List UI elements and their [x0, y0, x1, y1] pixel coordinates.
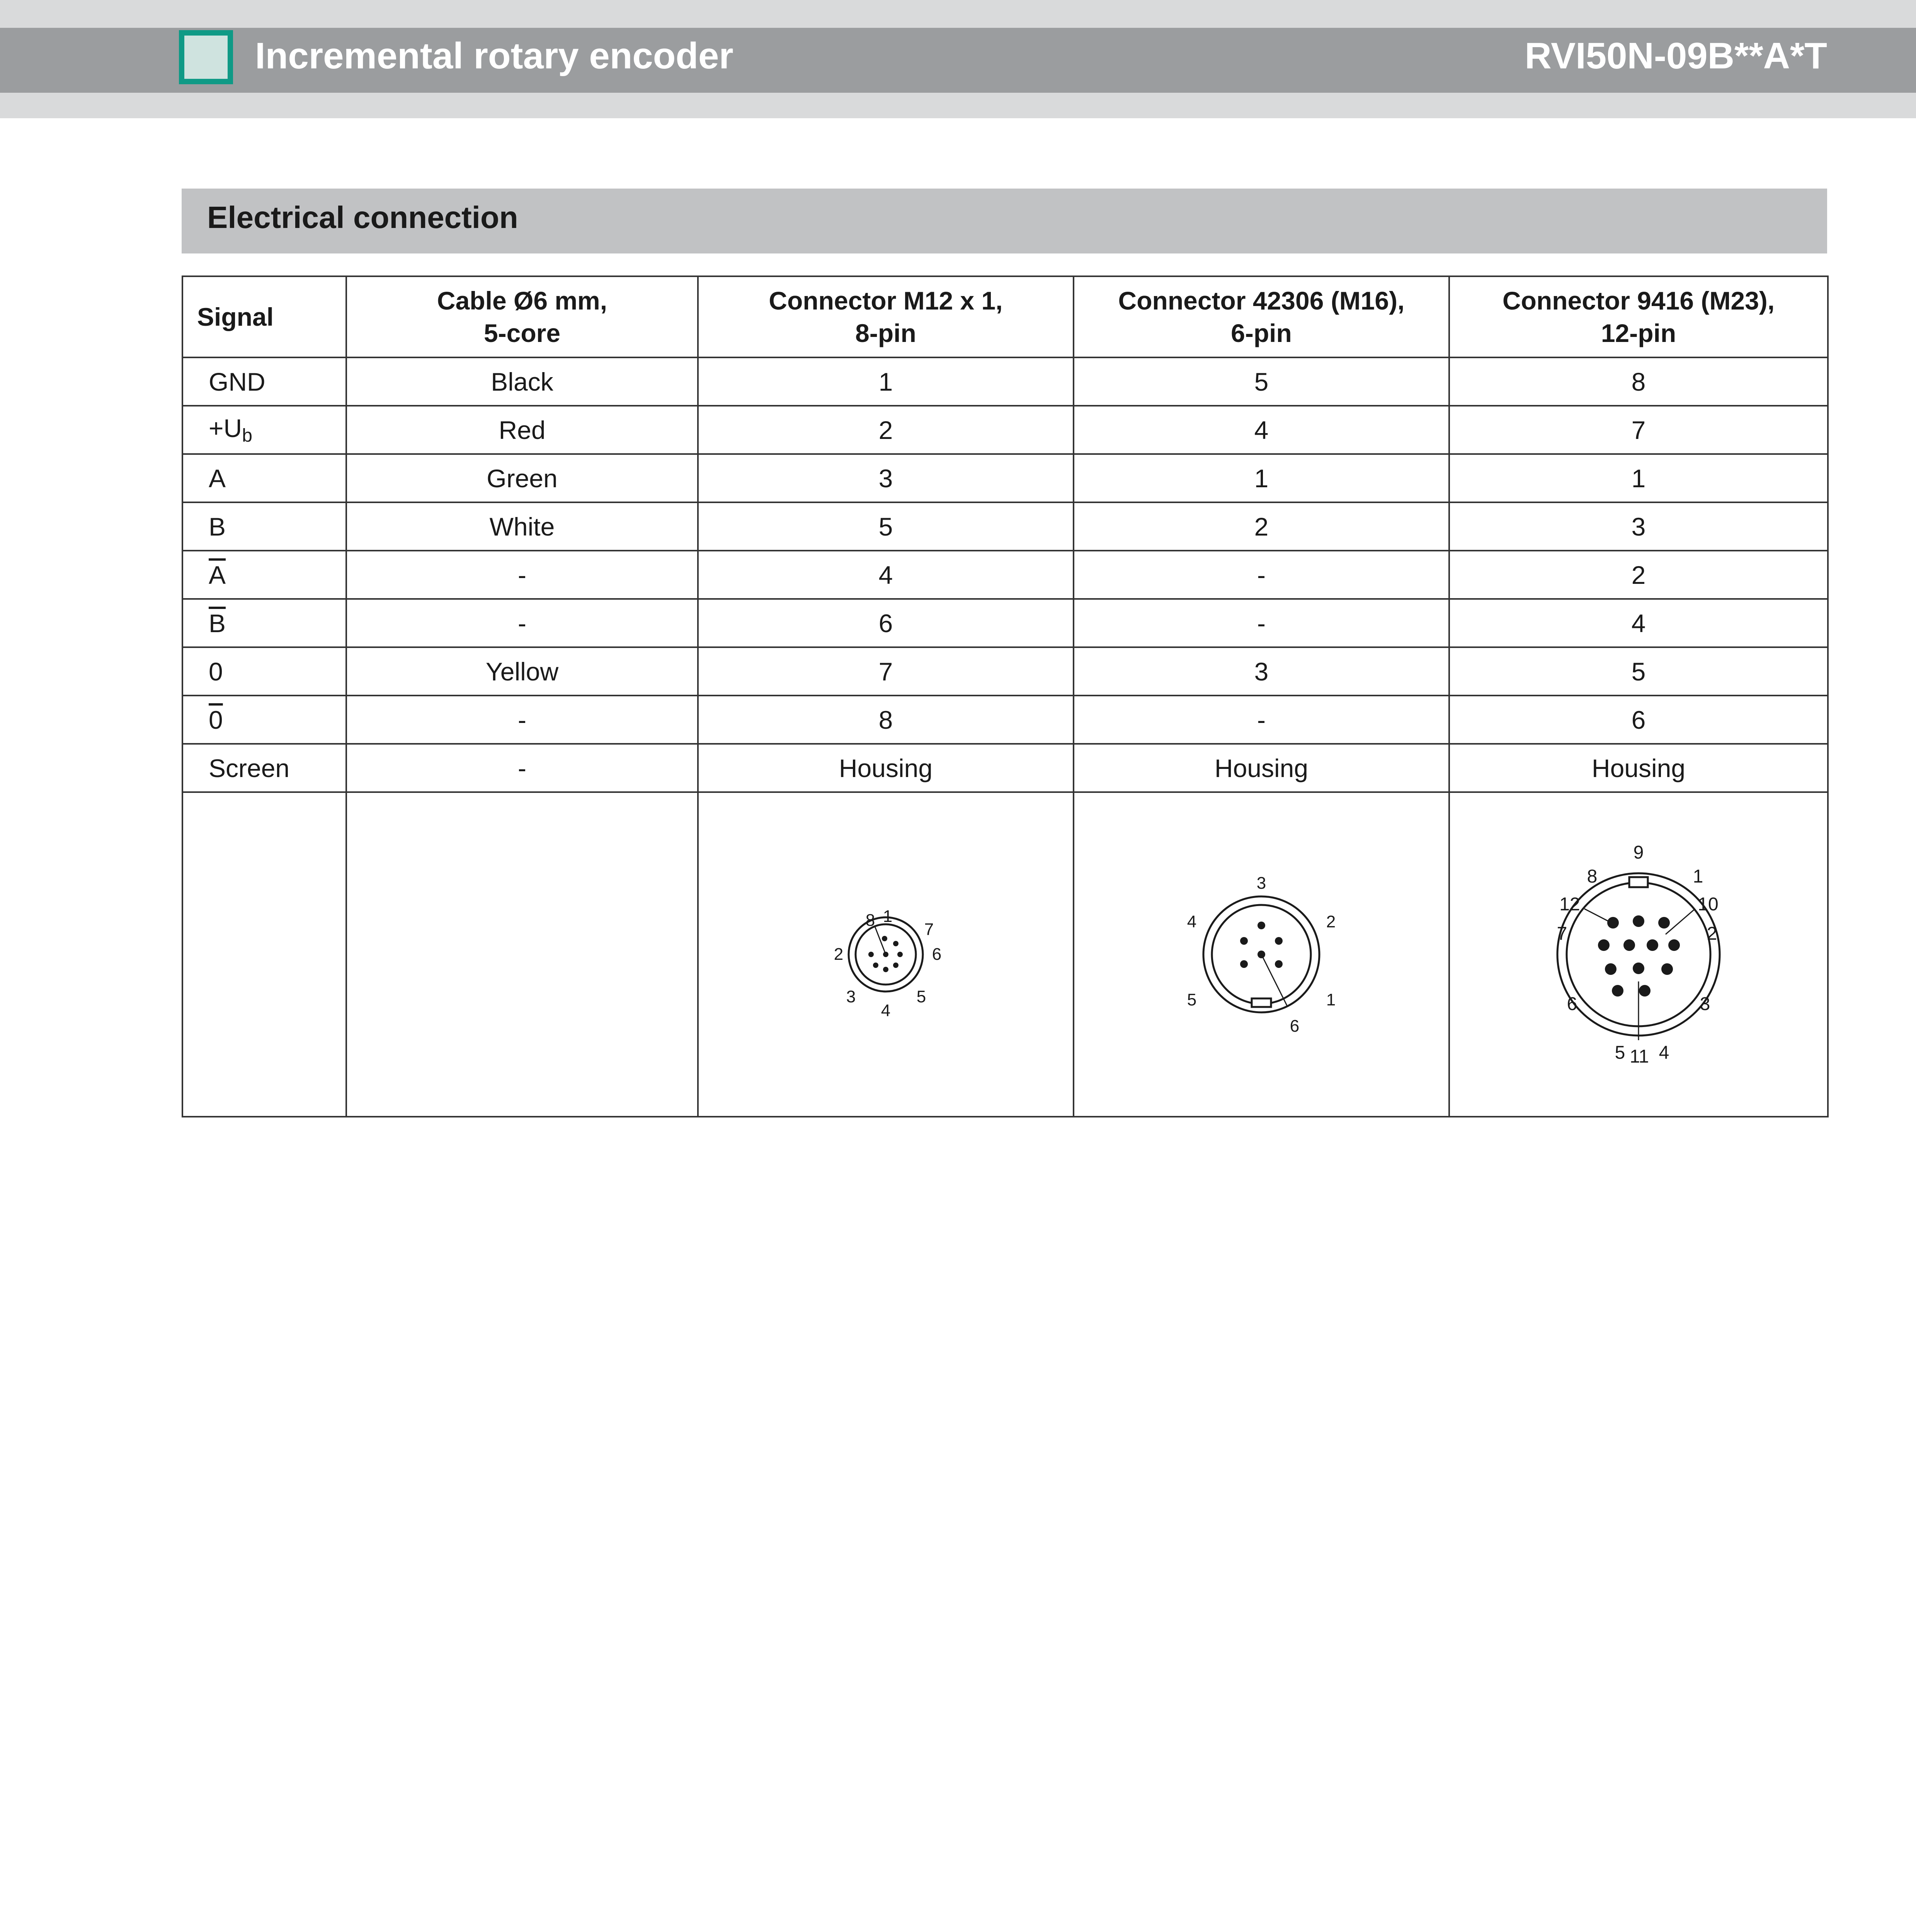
m12-cell: 5 [698, 502, 1074, 551]
section-title: Electrical connection [207, 200, 518, 235]
signal-text-inverted: $\overline{B}$ [209, 609, 226, 638]
header-m12-line2: 8-pin [855, 319, 916, 347]
pin-label: 1 [1326, 990, 1336, 1009]
cable-cell: Yellow [346, 647, 698, 696]
table-row [182, 647, 1828, 696]
table-row [182, 357, 1828, 406]
m23-pinout-cell [1449, 792, 1828, 1117]
m16-pinout-diagram [1165, 858, 1358, 1051]
header-square-icon [179, 30, 233, 84]
m16-cell: 2 [1074, 502, 1449, 551]
pin-label: 3 [846, 987, 856, 1006]
table-header-row [182, 276, 1828, 357]
m23-cell: Housing [1449, 744, 1828, 792]
m16-cell: 3 [1074, 647, 1449, 696]
m12-cell: 8 [698, 696, 1074, 744]
pin-label: 5 [916, 987, 926, 1006]
pin-label: 1 [883, 907, 893, 926]
table-row [182, 551, 1828, 599]
pin-label: 2 [1326, 912, 1336, 931]
header-bottom-band [0, 93, 1916, 118]
pin-label: 7 [1557, 923, 1567, 944]
signal-cell [182, 599, 346, 647]
pin-label: 4 [881, 1001, 891, 1020]
m12-cell: 1 [698, 357, 1074, 406]
signal-subscript: b [242, 425, 252, 446]
pin-label: 11 [1630, 1046, 1649, 1067]
cable-cell: White [346, 502, 698, 551]
signal-text-inverted: 0 [209, 705, 223, 734]
m16-cell: 4 [1074, 406, 1449, 454]
pin-label: 5 [1187, 990, 1197, 1009]
connection-table [182, 276, 1829, 1117]
m12-pinout-cell [698, 792, 1074, 1117]
m12-cell: 6 [698, 599, 1074, 647]
pin-label: 6 [1290, 1017, 1300, 1036]
m12-cell: 4 [698, 551, 1074, 599]
header-cable-line2: 5-core [483, 319, 561, 347]
m16-cell: - [1074, 696, 1449, 744]
empty-cell [182, 792, 346, 1117]
m16-cell: Housing [1074, 744, 1449, 792]
side-info [162, 1922, 183, 1932]
pin-label: 12 [1559, 894, 1580, 915]
m23-cell: 2 [1449, 551, 1828, 599]
cable-cell: Red [346, 406, 698, 454]
pin-label: 7 [924, 920, 934, 939]
pinout-row [182, 792, 1828, 1117]
signal-cell: A [182, 454, 346, 502]
m16-cell: 1 [1074, 454, 1449, 502]
signal-cell: Screen [182, 744, 346, 792]
m23-cell: 4 [1449, 599, 1828, 647]
table-row [182, 599, 1828, 647]
pin-label: 5 [1615, 1043, 1625, 1063]
header-cable [346, 276, 698, 357]
m12-cell: Housing [698, 744, 1074, 792]
pin-label: 10 [1698, 894, 1719, 915]
signal-text: +U [209, 414, 242, 442]
pin-label: 2 [834, 945, 844, 964]
header-m16 [1074, 276, 1449, 357]
m12-cell: 7 [698, 647, 1074, 696]
signal-text-inverted: $\overline{A}$ [209, 560, 226, 589]
m23-cell: 5 [1449, 647, 1828, 696]
header-signal: Signal [182, 276, 346, 357]
m16-pinout-cell [1074, 792, 1449, 1117]
header-m23-line1: Connector 9416 (M23), [1502, 286, 1775, 315]
table-row [182, 696, 1828, 744]
pin-label: 8 [1587, 866, 1598, 887]
header-m23 [1449, 276, 1828, 357]
cable-cell: - [346, 599, 698, 647]
pin-label: 4 [1187, 912, 1197, 931]
signal-cell [182, 551, 346, 599]
cable-cell: - [346, 551, 698, 599]
pin-label: 1 [1693, 866, 1703, 887]
m23-cell: 6 [1449, 696, 1828, 744]
header-m23-line2: 12-pin [1601, 319, 1676, 347]
table-row [182, 744, 1828, 792]
m16-cell: - [1074, 551, 1449, 599]
pin-label: 8 [865, 911, 875, 930]
header-m12-line1: Connector M12 x 1, [769, 286, 1003, 315]
pin-label: 2 [1707, 923, 1717, 944]
pin-label: 6 [1567, 994, 1577, 1014]
table-row [182, 502, 1828, 551]
cable-cell: Black [346, 357, 698, 406]
m16-cell: 5 [1074, 357, 1449, 406]
signal-cell: GND [182, 357, 346, 406]
signal-cell [182, 696, 346, 744]
cable-cell: Green [346, 454, 698, 502]
header-m16-line2: 6-pin [1231, 319, 1292, 347]
pin-label: 4 [1659, 1043, 1669, 1063]
m23-cell: 1 [1449, 454, 1828, 502]
pin-label: 6 [932, 945, 942, 964]
pin-label: 3 [1256, 874, 1266, 893]
m23-cell: 3 [1449, 502, 1828, 551]
signal-cell: B [182, 502, 346, 551]
table-row [182, 406, 1828, 454]
header-top-band [0, 0, 1916, 28]
m12-pinout-diagram [789, 858, 982, 1051]
signal-cell [182, 406, 346, 454]
table-row [182, 454, 1828, 502]
empty-cell [346, 792, 698, 1117]
header-cable-line1: Cable Ø6 mm, [437, 286, 607, 315]
header-m12 [698, 276, 1074, 357]
m12-cell: 3 [698, 454, 1074, 502]
section-heading-bar [182, 189, 1827, 253]
product-code: RVI50N-09B**A*T [1525, 35, 1827, 77]
m23-pinout-diagram [1515, 819, 1762, 1090]
cable-cell: - [346, 744, 698, 792]
signal-cell: 0 [182, 647, 346, 696]
m12-cell: 2 [698, 406, 1074, 454]
document-title: Incremental rotary encoder [255, 35, 733, 77]
cable-cell: - [346, 696, 698, 744]
pin-label: 9 [1633, 842, 1644, 863]
m23-cell: 7 [1449, 406, 1828, 454]
pin-label: 3 [1700, 994, 1710, 1014]
header-m16-line1: Connector 42306 (M16), [1118, 286, 1405, 315]
m16-cell: - [1074, 599, 1449, 647]
m23-cell: 8 [1449, 357, 1828, 406]
